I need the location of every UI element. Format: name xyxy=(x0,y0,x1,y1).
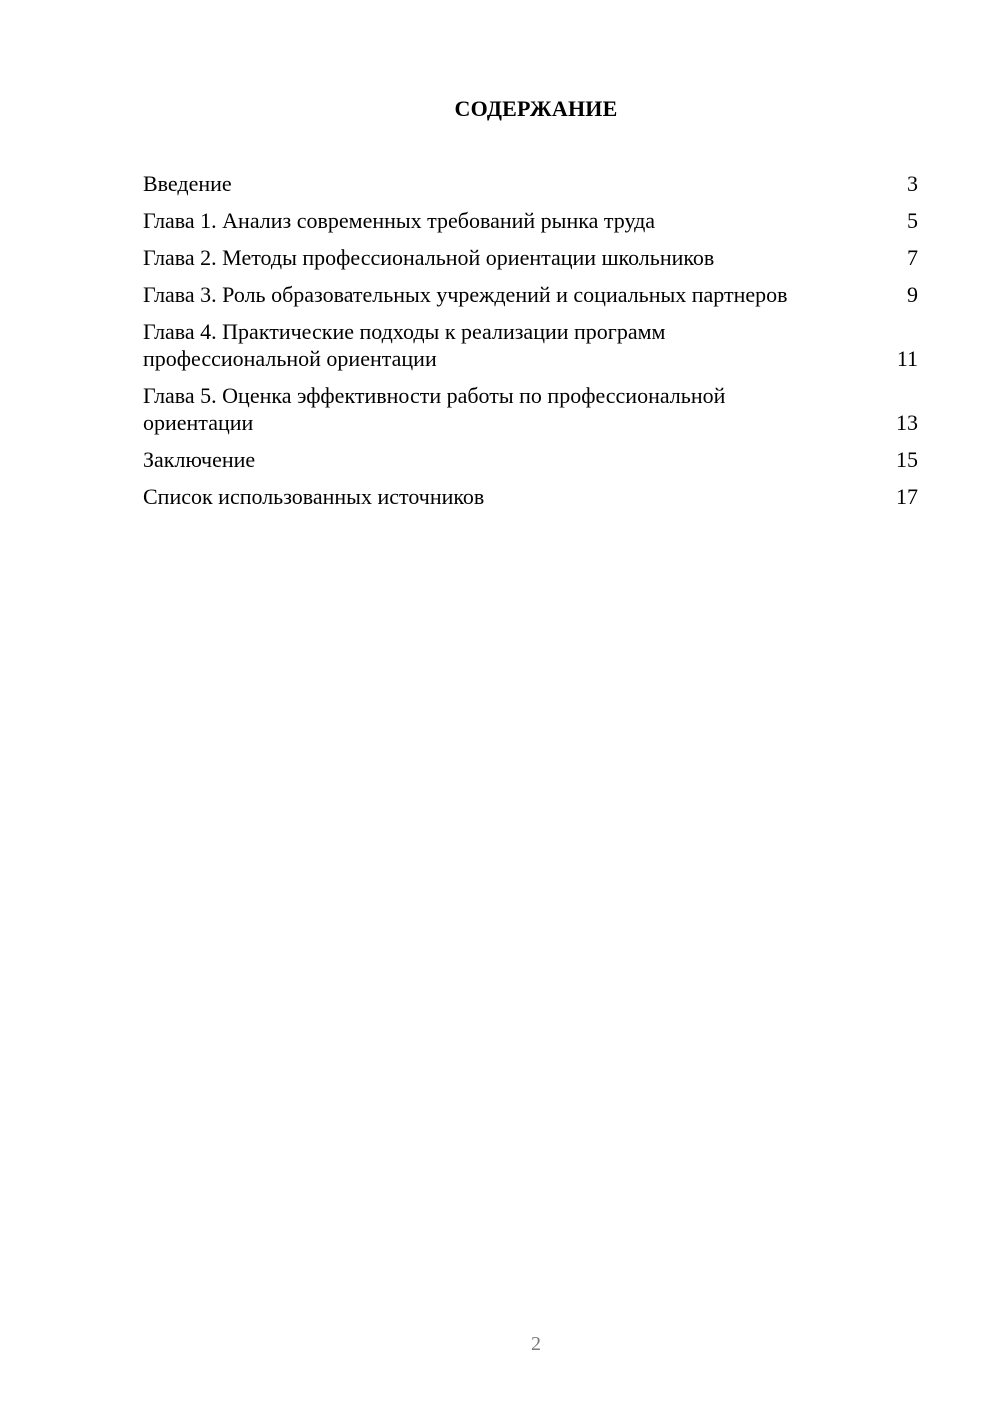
toc-item-page: 15 xyxy=(896,447,918,472)
toc-item-title: Глава 3. Роль образовательных учреждений и социальных партнеров xyxy=(143,282,788,307)
toc-item xyxy=(143,244,918,271)
toc-item-title: Введение xyxy=(143,171,232,196)
toc-item-title: Глава 1. Анализ современных требований рынка труда xyxy=(143,208,656,233)
toc-item-page: 17 xyxy=(896,484,918,509)
page-title: СОДЕРЖАНИЕ xyxy=(454,96,618,121)
toc-item-title: Глава 5. Оценка эффективности работы по профессиональной ориентации xyxy=(143,383,726,435)
toc-item xyxy=(143,207,918,234)
toc-item xyxy=(143,281,918,308)
toc-item-title: Глава 2. Методы профессиональной ориентации школьников xyxy=(143,245,715,270)
toc-item-title: Список использованных источников xyxy=(143,484,485,509)
toc-item xyxy=(143,446,918,473)
toc-item-page: 11 xyxy=(896,346,918,371)
toc-item xyxy=(143,483,918,510)
toc-item-title: Глава 4. Практические подходы к реализации программ профессиональной ориентации xyxy=(143,319,666,371)
toc-item xyxy=(143,170,918,197)
toc-item-page: 3 xyxy=(907,171,918,196)
toc-item-page: 13 xyxy=(896,410,918,435)
page-number: 2 xyxy=(531,1333,541,1355)
table-of-contents xyxy=(143,170,918,520)
toc-item-title: Заключение xyxy=(143,447,256,472)
toc-item-page: 7 xyxy=(907,245,918,270)
toc-item xyxy=(143,318,918,372)
toc-item-page: 5 xyxy=(907,208,918,233)
toc-item xyxy=(143,382,918,436)
toc-item-page: 9 xyxy=(907,282,918,307)
